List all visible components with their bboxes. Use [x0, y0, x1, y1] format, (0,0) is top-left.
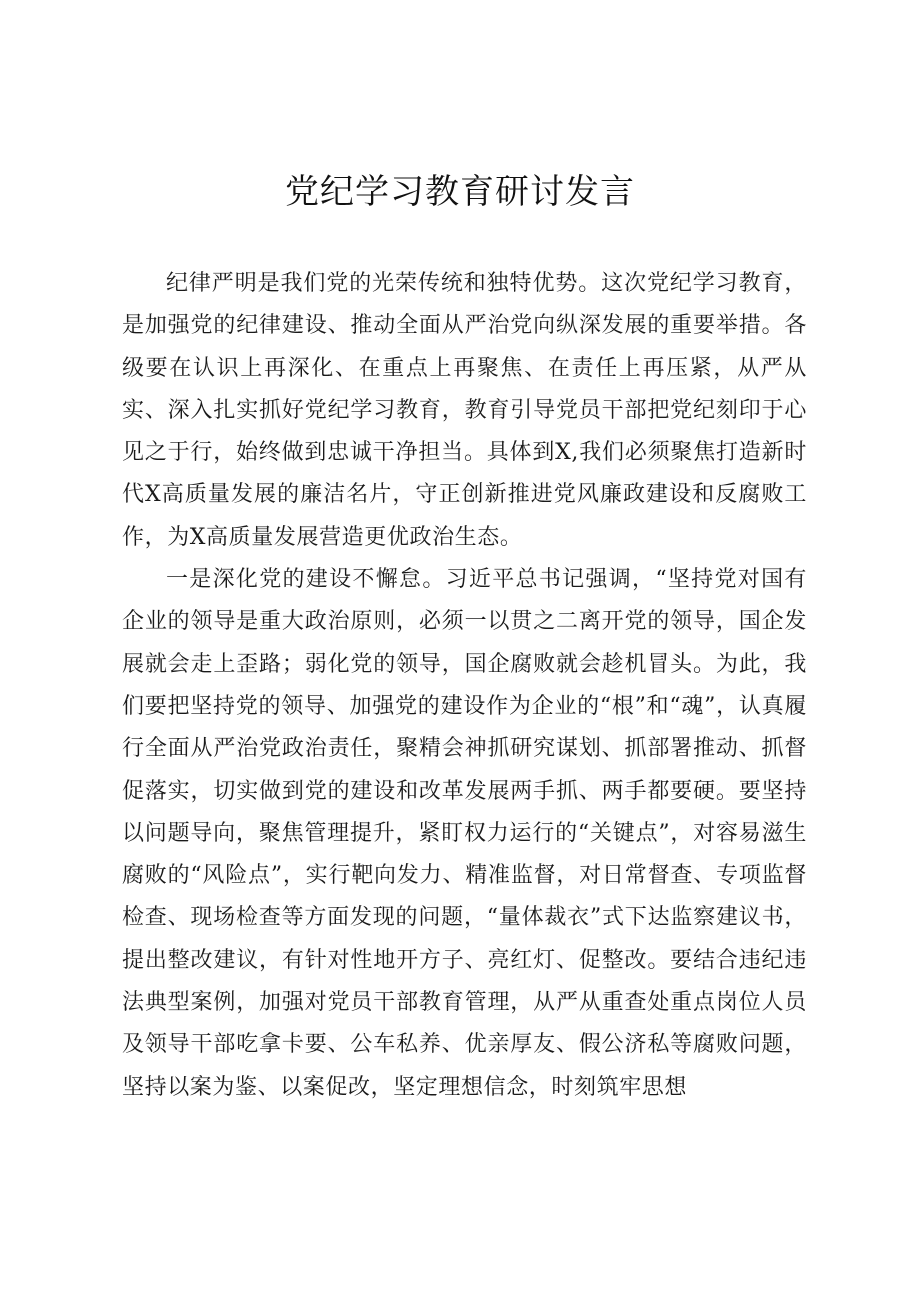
document-title: 党纪学习教育研讨发言	[285, 172, 635, 212]
paragraph-intro: 纪律严明是我们党的光荣传统和独特优势。这次党纪学习教育，是加强党的纪律建设、推动全面从严治党向纵深发展的重要举措。各级要在认识上再深化、在重点上再聚焦、在责任上再压紧，从严从实、深入扎实抓好党纪学习教育，教育引导党员干部把党纪刻印于心见之于行，始终做到忠诚干净担当。具体到X,我们必须聚焦打造新时代X高质量发展的廉洁名片，守正创新推进党风廉政建设和反腐败工作，为X高质量发展营造更优政治生态。	[122, 271, 807, 550]
document-body	[122, 263, 807, 1109]
paragraph-point-one: 一是深化党的建设不懈怠。习近平总书记强调，“坚持党对国有企业的领导是重大政治原则，必须一以贯之二离开党的领导，国企发展就会走上歪路；弱化党的领导，国企腐败就会趁机冒头。为此，我们要把坚持党的领导、加强党的建设作为企业的“根”和“魂”，认真履行全面从严治党政治责任，聚精会神抓研究谋划、抓部署推动、抓督促落实，切实做到党的建设和改革发展两手抓、两手都要硬。要坚持以问题导向，聚焦管理提升，紧盯权力运行的“关键点”，对容易滋生腐败的“风险点”，实行靶向发力、精准监督，对日常督查、专项监督检查、现场检查等方面发现的问题，“量体裁衣”式下达监察建议书，提出整改建议，有针对性地开方子、亮红灯、促整改。要结合违纪违法典型案例，加强对党员干部教育管理，从严从重查处重点岗位人员及领导干部吃拿卡要、公车私养、优亲厚友、假公济私等腐败问题，坚持以案为鉴、以案促改，坚定理想信念，时刻筑牢思想	[122, 567, 807, 1100]
